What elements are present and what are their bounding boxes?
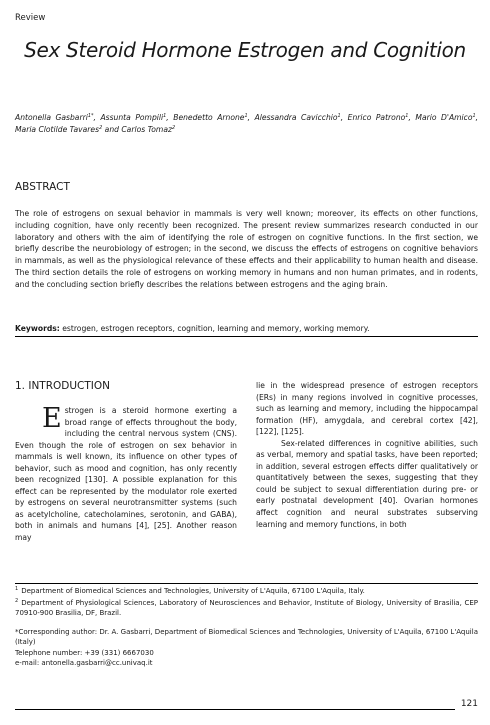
correspondence-email: e-mail: antonella.gasbarri@cc.univaq.it — [15, 659, 153, 667]
page-number: 121 — [460, 699, 478, 709]
left-column — [15, 380, 237, 544]
author-affiliation-mark: 1 — [337, 113, 341, 119]
footnote-1-mark: 1 — [15, 586, 19, 592]
author-affiliation-mark: 1 — [163, 113, 167, 119]
author-name: Mario D'Amico — [415, 113, 473, 122]
author-name: Alessandra Cavicchio — [254, 113, 338, 122]
correspondence-author: *Corresponding author: Dr. A. Gasbarri, Department of Biomedical Sciences and Technologies, University of L'Aquila, 67100 L'Aquila (Italy) — [15, 627, 478, 646]
author-name: Carlos Tomaz — [121, 124, 172, 134]
keywords-label: Keywords: — [15, 324, 60, 333]
author-affiliation-mark: 1 — [244, 113, 248, 119]
author-name: Benedetto Arnone — [173, 113, 245, 122]
author-name: Maria Clotilde Tavares — [15, 124, 100, 134]
footnotes — [15, 586, 478, 669]
page-footer-rule — [15, 709, 455, 710]
introduction-heading: 1. INTRODUCTION — [15, 380, 111, 392]
drop-cap: E — [42, 403, 62, 434]
intro-paragraph-1-text: strogen is a steroid hormone exerting a broad range of effects throughout the body, including the central nervous system (CNS). Even though the role of estrogen on sex behavior in mammals is well known, its influence on other types of behavior, such as mood and cognition, has only recently been recognized [130]. A possible explanation for this effect can be represented by the modulator role exerted by estrogens on several neurotransmitter systems (such as acetylcholine, catecholamines, serotonin, and GABA), both in animals and humans [4], [25]. Another reason may — [15, 406, 237, 543]
footnote-2 — [15, 598, 478, 619]
author-joiner: and — [102, 124, 122, 134]
section-tag: Review — [15, 13, 46, 23]
author-name: Assunta Pompili — [100, 113, 164, 122]
author-list: Antonella Gasbarri$^{1*}$, Assunta Pompili$^1$, Benedetto Arnone$^1$, Alessandra Cavicchio$^1$, Enrico Patrono$^1$, Mario D'Amico$^1$, Maria Clotilde Tavares$^2$ and Carlos Tomaz$^2$ — [15, 113, 479, 134]
abstract-heading: ABSTRACT — [15, 181, 70, 193]
author-affiliation-mark: 1* — [87, 113, 94, 119]
intro-paragraph-1-continued: lie in the widespread presence of estrogen receptors (ERs) in many regions involved in cognitive processes, such as learning and memory, including the hippocampal formation (HF), amygdala, and cerebral cortex [42], [122], [125]. — [256, 381, 478, 437]
intro-paragraph-2: Sex-related differences in cognitive abilities, such as verbal, memory and spatial tasks, have been reported; in addition, several estrogen effects differ qualitatively or quantitatively between the sexes, suggesting that they could be subject to sexual differentiation during pre- or early postnatal development [40]. Ovarian hormones affect cognition and neural substrates subserving learning and memory functions, in both — [256, 438, 478, 529]
author-affiliation-mark: 2 — [171, 124, 176, 131]
author-affiliation-mark: 1 — [405, 113, 409, 119]
intro-paragraph-1 — [15, 405, 237, 544]
footnote-divider — [15, 583, 478, 584]
right-column — [256, 380, 478, 530]
article-title: Sex Steroid Hormone Estrogen and Cognition — [24, 38, 466, 62]
author-affiliation-mark: 1 — [472, 113, 476, 119]
correspondence-phone: Telephone number: +39 (331) 6667030 — [15, 648, 154, 657]
author-affiliation-mark: 2 — [99, 124, 103, 131]
keywords — [15, 323, 478, 337]
footnote-1-text: Department of Biomedical Sciences and Technologies, University of L'Aquila, 67100 L'Aquila, Italy. — [21, 587, 365, 595]
footnote-2-text: Department of Physiological Sciences, Laboratory of Neurosciences and Behavior, Institute of Biology, University of Brasilia, CEP 70910-900 Brasilia, DF, Brazil. — [15, 598, 478, 617]
author-name: Enrico Patrono — [347, 113, 406, 122]
author-name: Antonella Gasbarri — [15, 113, 88, 122]
footnote-1 — [15, 586, 478, 597]
footnote-2-mark: 2 — [15, 597, 19, 604]
keywords-text: estrogen, estrogen receptors, cognition, learning and memory, working memory. — [62, 324, 370, 333]
abstract-body: The role of estrogens on sexual behavior in mammals is very well known; moreover, its effects on other functions, including cognition, have only recently been recognized. The present review summarizes research conducted in our laboratory and others with the aim of identifying the role of estrogen on cognitive functions. In the first section, we briefly describe the neurobiology of estrogen; in the second, we discuss the effects of estrogens on cognitive behaviors in mammals, as well as the physiological relevance of these effects and their applicability to human health and disease. The third section details the role of estrogens on working memory in humans and non human primates, and in rodents, and the concluding section briefly describes the relations between estrogens and the aging brain. — [15, 209, 478, 289]
correspondence-block — [15, 627, 478, 669]
